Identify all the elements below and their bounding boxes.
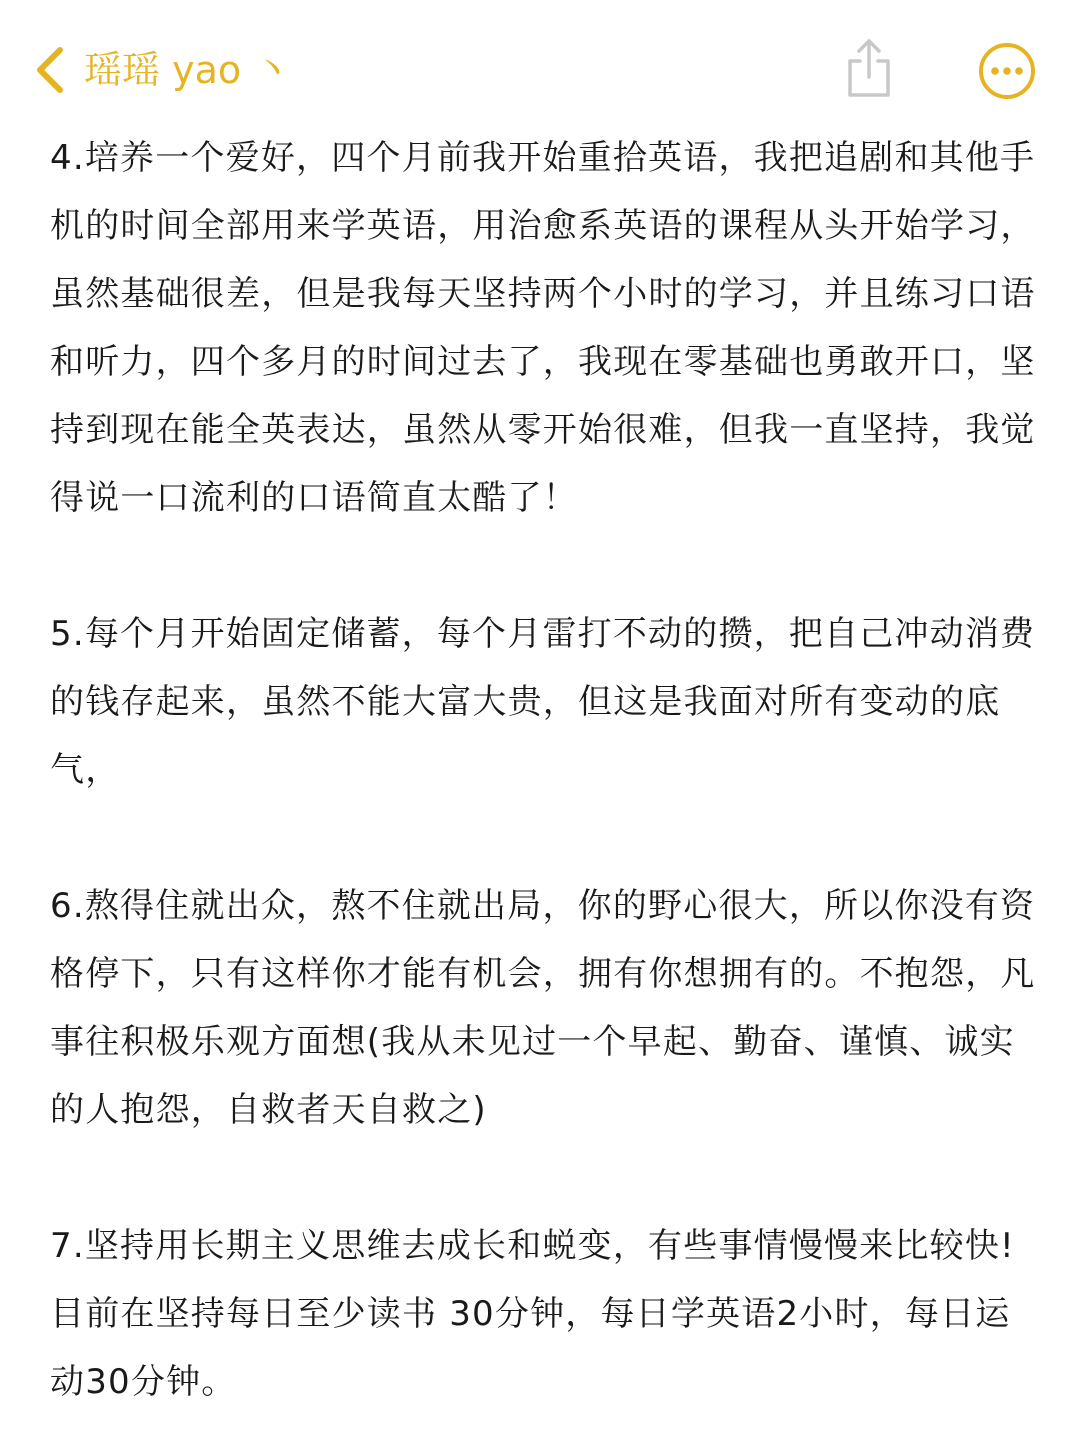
paragraph-5: 5.每个月开始固定储蓄，每个月雷打不动的攒，把自己冲动消费的钱存起来，虽然不能大富大贵，但这是我面对所有变动的底气， (50, 614, 1036, 790)
paragraph-7: 7.坚持用长期主义思维去成长和蜕变，有些事情慢慢来比较快!目前在坚持每日至少读书 30分钟，每日学英语2小时，每日运动30分钟。 (50, 1226, 1015, 1402)
top-navigation-bar (0, 0, 1080, 130)
note-body[interactable] (50, 124, 1040, 1416)
share-icon (842, 37, 896, 101)
back-button[interactable] (28, 44, 72, 96)
paragraph-6: 6.熬得住就出众，熬不住就出局，你的野心很大，所以你没有资格停下，只有这样你才能有机会，拥有你想拥有的。不抱怨，凡事往积极乐观方面想(我从未见过一个早起、勤奋、谨慎、诚实的人抱怨，自救者天自救之) (50, 886, 1036, 1130)
more-horizontal-icon (977, 41, 1037, 101)
chevron-left-icon (33, 46, 67, 94)
more-options-button[interactable] (976, 40, 1038, 102)
share-button[interactable] (838, 34, 900, 104)
page-title: 瑶瑶 yao 丶 (84, 48, 292, 92)
paragraph-4: 4.培养一个爱好，四个月前我开始重拾英语，我把追剧和其他手机的时间全部用来学英语，用治愈系英语的课程从头开始学习，虽然基础很差，但是我每天坚持两个小时的学习，并且练习口语和听力，四个多月的时间过去了，我现在零基础也勇敢开口，坚持到现在能全英表达，虽然从零开始很难，但我一直坚持，我觉得说一口流利的口语简直太酷了！ (50, 138, 1036, 518)
